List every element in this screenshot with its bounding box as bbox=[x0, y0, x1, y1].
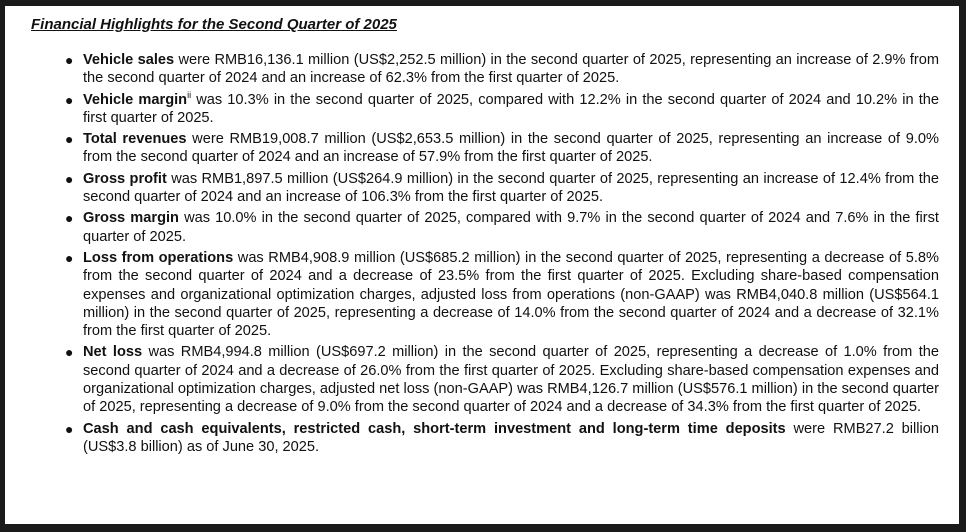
bullet-icon: ● bbox=[65, 131, 74, 148]
highlight-text: was RMB1,897.5 million (US$264.9 million) in the second quarter of 2025, representing an increase of 12.4% from the second quarter of 2024 and an increase of 106.3% from the first quarter of 2025. bbox=[83, 170, 939, 206]
highlight-text: was RMB4,994.8 million (US$697.2 million) in the second quarter of 2025, representing a decrease of 1.0% from the second quarter of 2024 and a decrease of 26.0% from the first quarter of 2025. Excluding share-based compensation expenses and organizational optimization charges, adjusted net loss (non-GAAP) was RMB4,126.7 million (US$576.1 million) in the second quarter of 2025, representing a decrease of 9.0% from the second quarter of 2024 and a decrease of 34.3% from the first quarter of 2025. bbox=[83, 344, 939, 416]
bullet-icon: ● bbox=[65, 249, 74, 266]
highlight-text: was 10.0% in the second quarter of 2025, compared with 9.7% in the second quarter of 2024 and 7.6% in the first quarter of 2025. bbox=[83, 210, 939, 245]
highlight-term: Net loss bbox=[83, 344, 143, 361]
highlight-item bbox=[65, 209, 939, 246]
section-title: Financial Highlights for the Second Quarter of 2025 bbox=[31, 16, 397, 33]
highlight-text: was RMB4,908.9 million (US$685.2 million) in the second quarter of 2025, representing a decrease of 5.8% from the second quarter of 2024 and a decrease of 23.5% from the first quarter of 2025. Excluding share-based compensation expenses and organizational optimization charges, adjusted loss from operations (non-GAAP) was RMB4,040.8 million (US$564.1 million) in the second quarter of 2025, representing a decrease of 14.0% from the second quarter of 2024 and a decrease of 32.1% from the first quarter of 2025. bbox=[83, 249, 939, 340]
highlight-term: Cash and cash equivalents, restricted cash, short-term investment and long-term time deposits bbox=[83, 420, 786, 437]
highlight-text: was 10.3% in the second quarter of 2025, compared with 12.2% in the second quarter of 2024 and 10.2% in the first quarter of 2025. bbox=[83, 91, 939, 126]
highlight-item bbox=[65, 91, 939, 128]
highlight-term: Gross margin bbox=[83, 210, 179, 227]
highlight-term: Gross profit bbox=[83, 170, 167, 187]
highlight-item bbox=[65, 249, 939, 340]
footnote-marker: ii bbox=[187, 89, 192, 100]
bullet-icon: ● bbox=[65, 420, 74, 437]
highlight-item bbox=[65, 420, 939, 457]
bullet-icon: ● bbox=[65, 344, 74, 361]
bullet-icon: ● bbox=[65, 52, 74, 68]
highlight-text: were RMB27.2 billion (US$3.8 billion) as of June 30, 2025. bbox=[83, 420, 939, 455]
highlight-item bbox=[65, 51, 939, 88]
highlight-term: Total revenues bbox=[83, 131, 187, 148]
highlight-term: Vehicle sales bbox=[83, 52, 175, 68]
highlight-term: Loss from operations bbox=[83, 249, 234, 266]
highlights-list bbox=[65, 51, 939, 459]
document-frame bbox=[3, 4, 961, 526]
highlight-item bbox=[65, 170, 939, 207]
bullet-icon: ● bbox=[65, 170, 74, 187]
highlight-term: Vehicle margin bbox=[83, 91, 188, 108]
highlight-item bbox=[65, 130, 939, 167]
highlight-item bbox=[65, 343, 939, 416]
highlight-text: were RMB19,008.7 million (US$2,653.5 million) in the second quarter of 2025, representing an increase of 9.0% from the second quarter of 2024 and an increase of 57.9% from the first quarter of 2025. bbox=[83, 131, 940, 166]
highlight-text: were RMB16,136.1 million (US$2,252.5 million) in the second quarter of 2025, representing an increase of 2.9% from the second quarter of 2024 and an increase of 62.3% from the first quarter of 2025. bbox=[83, 52, 939, 87]
bullet-icon: ● bbox=[65, 210, 74, 227]
bullet-icon: ● bbox=[65, 91, 74, 108]
